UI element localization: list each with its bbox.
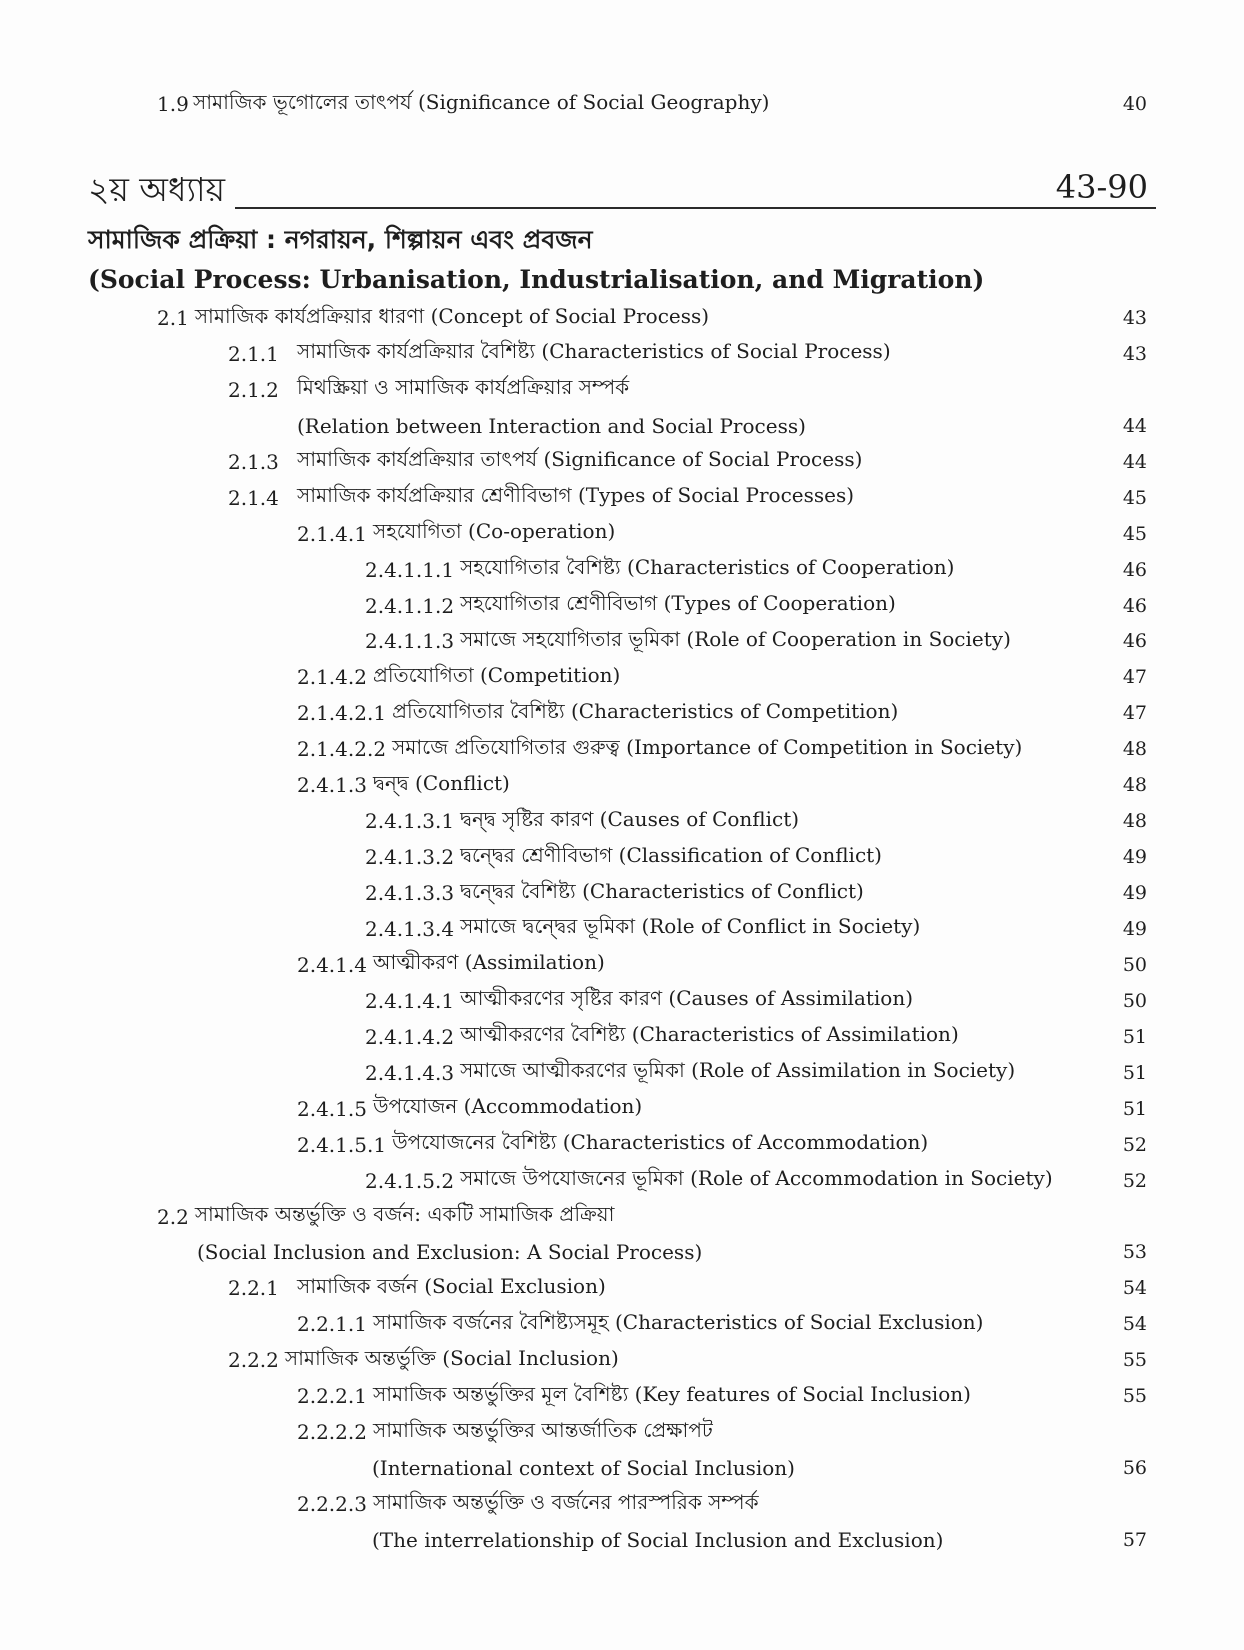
entry-number: 2.4.1.1.1 [365,557,455,582]
entry-title: (International context of Social Inclusion) [372,1456,795,1481]
entry-number: 2.2.2.3 [297,1492,367,1517]
toc-entry[interactable] [0,1127,1244,1163]
entry-title: সামাজিক কার্যপ্রক্রিয়ার তাৎপর্য (Significance of Social Process) [297,447,863,472]
entry-title: সমাজে দ্বন্দ্বের ভূমিকা (Role of Conflict in Society) [460,914,921,939]
entry-number: 2.4.1.3 [297,773,367,798]
entry-title: উপযোজনের বৈশিষ্ট্য (Characteristics of Accommodation) [392,1130,929,1155]
entry-title: সহযোগিতার বৈশিষ্ট্য (Characteristics of Cooperation) [460,555,955,580]
entry-number: 2.1.2 [228,377,279,402]
entry-number: 2.4.1.4.3 [365,1060,455,1085]
entry-title: সামাজিক অন্তর্ভুক্তি ও বর্জন: একটি সামাজিক প্রক্রিয়া [194,1202,615,1226]
entry-number: 2.1.4.2.2 [297,737,387,762]
entry-title: সামাজিক অন্তর্ভুক্তির মূল বৈশিষ্ট্য (Key features of Social Inclusion) [372,1381,971,1406]
entry-title: সামাজিক কার্যপ্রক্রিয়ার শ্রেণীবিভাগ (Types of Social Processes) [297,483,855,508]
toc-entry[interactable] [0,1234,1244,1270]
entry-title: আত্মীকরণের বৈশিষ্ট্য (Characteristics of Assimilation) [460,1022,959,1047]
entry-page: 49 [1122,882,1147,905]
toc-entry[interactable] [0,480,1244,516]
toc-entry[interactable] [0,1019,1244,1055]
toc-entry[interactable] [0,875,1244,911]
entry-title: দ্বন্দ্ব (Conflict) [372,770,510,795]
entry-title: সামাজিক অন্তর্ভুক্তি ও বর্জনের পারস্পরিক সম্পর্ক [372,1489,759,1514]
toc-entry[interactable] [0,1522,1244,1558]
entry-page: 49 [1122,846,1147,869]
toc-entry[interactable] [0,1414,1244,1450]
entry-number: 2.1.4.1 [297,521,367,546]
entry-number: 2.2.2 [228,1348,279,1373]
entry-page: 51 [1122,1097,1147,1120]
entry-page: 55 [1122,1349,1147,1372]
entry-number: 2.4.1.5.2 [365,1168,455,1193]
entry-number: 2.4.1.4.1 [365,988,455,1013]
entry-title: সামাজিক কার্যপ্রক্রিয়ার বৈশিষ্ট্য (Characteristics of Social Process) [297,339,891,364]
entry-page: 46 [1122,558,1147,581]
entry-number: 2.1.4.2.1 [297,701,387,726]
entry-number: 2.1.3 [228,449,279,474]
entry-title: সমাজে আত্মীকরণের ভূমিকা (Role of Assimilation in Society) [460,1058,1016,1083]
entry-title: সামাজিক অন্তর্ভুক্তি (Social Inclusion) [284,1345,619,1370]
toc-entry-prev [0,86,1244,122]
entry-number: 2.2.2.1 [297,1384,367,1409]
entry-number: 2.4.1.3.1 [365,809,455,834]
entry-title: সামাজিক ভূগোলের তাৎপর্য (Significance of Social Geography) [193,89,770,114]
entry-title: সমাজে উপযোজনের ভূমিকা (Role of Accommodation in Society) [460,1166,1053,1191]
entry-number: 2.2.2.2 [297,1420,367,1445]
entry-page: 43 [1122,307,1147,329]
toc-entry[interactable] [0,1270,1244,1306]
entry-title: উপযোজন (Accommodation) [372,1094,643,1119]
entry-page: 44 [1122,414,1147,437]
entry-page: 45 [1122,522,1147,545]
toc-entry[interactable] [0,695,1244,731]
entry-title: সামাজিক অন্তর্ভুক্তির আন্তর্জাতিক প্রেক্ষাপট [372,1417,713,1442]
toc-entry[interactable] [0,336,1244,372]
entry-title: সামাজিক বর্জন (Social Exclusion) [297,1273,606,1298]
chapter-title-english: (Social Process: Urbanisation, Industrialisation, and Migration) [88,265,985,294]
chapter-heading [88,168,1156,214]
entry-title: (The interrelationship of Social Inclusion and Exclusion) [372,1527,944,1552]
entry-title: সহযোগিতার শ্রেণীবিভাগ (Types of Cooperation) [460,591,896,616]
entry-page: 47 [1122,666,1147,689]
entry-number: 2.4.1.1.2 [365,593,455,618]
entry-title: সামাজিক কার্যপ্রক্রিয়ার ধারণা (Concept of Social Process) [194,303,710,328]
entry-page: 48 [1122,810,1147,833]
entry-title: সামাজিক বর্জনের বৈশিষ্ট্যসমূহ (Characteristics of Social Exclusion) [372,1309,984,1334]
entry-number: 2.4.1.3.3 [365,881,455,906]
entry-number: 2.4.1.3.2 [365,845,455,870]
toc-entry[interactable] [0,767,1244,803]
entry-page: 51 [1122,1061,1147,1084]
entry-page: 54 [1122,1313,1147,1336]
entry-page: 45 [1122,486,1147,509]
toc-entry[interactable] [0,1486,1244,1522]
toc-entry[interactable] [0,983,1244,1019]
entry-number: 2.4.1.4 [297,952,367,977]
toc-entry[interactable] [0,947,1244,983]
toc-entry[interactable] [0,552,1244,588]
entry-number: 2.1.4.2 [297,665,367,690]
toc-entry[interactable] [0,1450,1244,1486]
entry-title: দ্বন্দ্বের শ্রেণীবিভাগ (Classification of Conflict) [460,842,882,867]
entry-page: 46 [1122,594,1147,617]
toc-entry[interactable] [0,803,1244,839]
entry-title: প্রতিযোগিতার বৈশিষ্ট্য (Characteristics of Competition) [392,698,899,723]
toc-entry[interactable] [0,839,1244,875]
entry-title: সমাজে সহযোগিতার ভূমিকা (Role of Cooperation in Society) [460,626,1011,651]
entry-page: 51 [1122,1025,1147,1048]
toc-entry[interactable] [0,1163,1244,1199]
entry-title: দ্বন্দ্বের বৈশিষ্ট্য (Characteristics of Conflict) [460,878,864,903]
entry-page: 48 [1122,738,1147,761]
entry-page: 54 [1122,1277,1147,1300]
toc-entry[interactable] [0,588,1244,624]
toc-entry[interactable] [0,1306,1244,1342]
entry-number: 2.4.1.1.3 [365,629,455,654]
chapter-rule [235,207,1156,209]
entry-number: 2.4.1.5 [297,1096,367,1121]
entry-page: 52 [1122,1169,1147,1192]
entry-page: 55 [1122,1385,1147,1408]
entry-number: 2.4.1.4.2 [365,1024,455,1049]
toc-entry[interactable] [0,659,1244,695]
entry-page: 50 [1122,989,1147,1012]
toc-entry[interactable] [0,444,1244,480]
toc-entry[interactable] [0,372,1244,408]
toc-entry[interactable] [0,1091,1244,1127]
entry-page: 40 [1122,93,1147,115]
toc-entry[interactable] [0,1378,1244,1414]
toc-entry[interactable] [0,731,1244,767]
chapter-page-range: 43-90 [1055,168,1148,206]
entry-number: 1.9 [157,92,189,116]
toc-entry[interactable] [0,1342,1244,1378]
entry-number: 2.2.1.1 [297,1312,367,1337]
entry-title: আত্মীকরণের সৃষ্টির কারণ (Causes of Assimilation) [460,986,914,1011]
entry-page: 50 [1122,953,1147,976]
entry-number: 2.1.4 [228,485,279,510]
entry-title: (Social Inclusion and Exclusion: A Social Process) [197,1240,703,1265]
chapter-label: ২য় অধ্যায় [88,170,226,209]
entry-number: 2.1 [157,306,189,330]
chapter-title-bengali: সামাজিক প্রক্রিয়া : নগরায়ন, শিল্পায়ন এবং প্রবজন [88,225,593,254]
toc-entry[interactable] [0,300,1244,336]
entry-page: 49 [1122,917,1147,940]
entry-title: সমাজে প্রতিযোগিতার গুরুত্ব (Importance of Competition in Society) [392,734,1023,759]
toc-entry[interactable] [0,623,1244,659]
entry-page: 57 [1122,1528,1147,1551]
entry-page: 46 [1122,630,1147,653]
entry-page: 43 [1122,342,1147,365]
entry-page: 48 [1122,774,1147,797]
entry-number: 2.4.1.5.1 [297,1132,387,1157]
entry-page: 56 [1122,1457,1147,1480]
entry-title: প্রতিযোগিতা (Competition) [372,662,621,687]
entry-page: 52 [1122,1133,1147,1156]
entry-page: 53 [1122,1241,1147,1264]
toc-entry[interactable] [0,911,1244,947]
entry-title: আত্মীকরণ (Assimilation) [372,950,605,975]
toc-entry[interactable] [0,1199,1244,1235]
toc-entry[interactable] [0,408,1244,444]
entry-title: মিথস্ক্রিয়া ও সামাজিক কার্যপ্রক্রিয়ার সম্পর্ক [297,375,630,400]
entry-page: 47 [1122,702,1147,725]
entry-title: (Relation between Interaction and Social Process) [297,413,806,438]
toc-entry[interactable] [0,1055,1244,1091]
toc-entry[interactable] [0,516,1244,552]
entry-number: 2.2.1 [228,1276,279,1301]
entry-number: 2.2 [157,1204,189,1229]
entry-title: সহযোগিতা (Co-operation) [372,519,616,544]
entry-number: 2.4.1.3.4 [365,916,455,941]
entry-page: 44 [1122,450,1147,473]
entry-title: দ্বন্দ্ব সৃষ্টির কারণ (Causes of Conflict) [460,806,800,831]
entry-number: 2.1.1 [228,341,279,366]
